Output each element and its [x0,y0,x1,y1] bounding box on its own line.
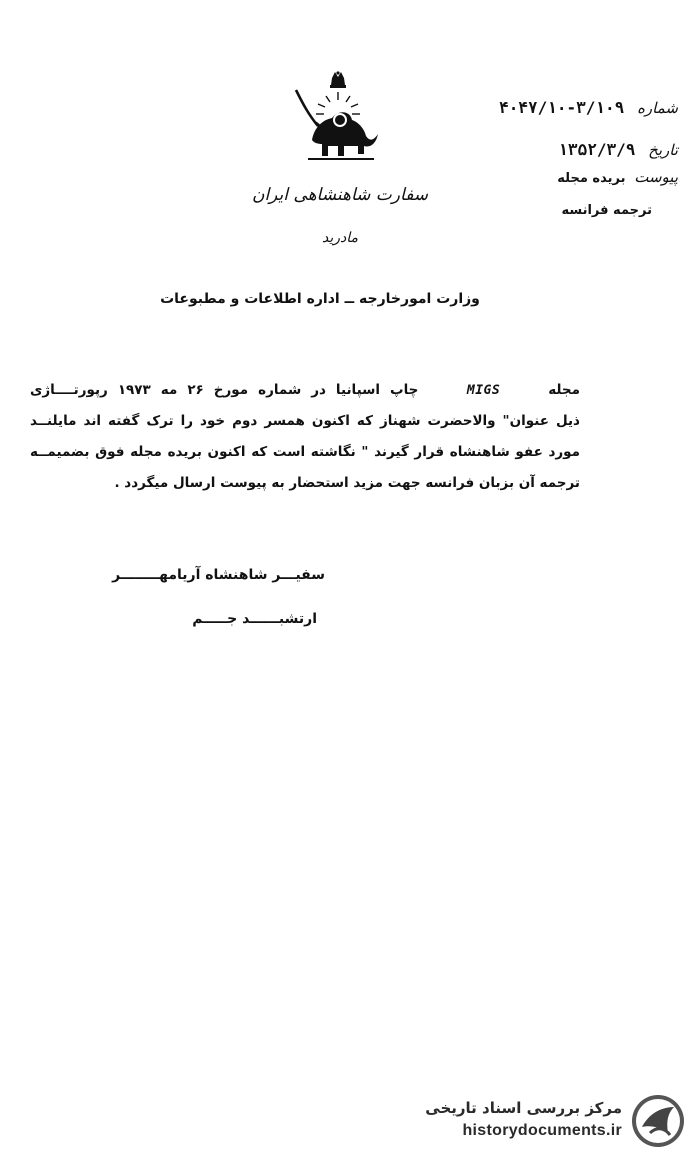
translation-row [561,202,656,217]
magazine-name: MIGS [466,383,501,398]
body-line-1-start: مجله [548,382,581,398]
date-label: تاریخ [648,141,678,159]
watermark-url: historydocuments.ir [462,1122,622,1139]
date-value: ۱۳۵۲/۳/۹ [558,140,636,159]
recipient-line: وزارت امورخارجه ــ اداره اطلاعات و مطبوعات [160,291,480,307]
attachment-label: پیوست [634,168,678,186]
body-line-4: ترجمه آن بزبان فرانسه جهت مزید استحضار به پیوست ارسال میگردد . [114,475,580,491]
attachment-value: بریده مجله [557,171,626,186]
signature-title: سفیـــر شاهنشاه آریامهــــــــر [112,567,325,583]
body-line-3: مورد عفو شاهنشاه قرار گیرند " نگاشته است که اکنون بریده مجله فوق بضمیمــه [30,444,580,460]
translation-note: ترجمه فرانسه [561,203,652,218]
archive-logo-icon [630,1093,686,1149]
embassy-city: مادرید [321,230,358,246]
archive-watermark [396,1091,686,1151]
attachment-row [557,170,678,185]
body-line-1-end: چاپ اسپانیا در شماره مورخ ۲۶ مه ۱۹۷۳ رپورتــــاژی [30,382,419,398]
lion-and-sun-emblem-icon [288,70,388,165]
signature-block [95,560,325,648]
embassy-title: سفارت شاهنشاهی ایران [251,185,429,205]
number-row [499,100,678,116]
watermark-org-name: مرکز بررسی اسناد تاریخی [425,1099,622,1117]
body-line-1 [30,375,580,406]
number-value: ۴۰۴۷/۱۰-۳/۱۰۹ [499,98,625,117]
number-label: شماره [637,99,678,117]
signature-name: ارتشبــــــد جـــــم [192,611,317,627]
date-row [558,142,678,158]
body-line-2: ذیل عنوان" والاحضرت شهناز که اکنون همسر دوم خود را ترک گفته اند مایلنــد [30,413,580,429]
letter-body [30,375,580,499]
